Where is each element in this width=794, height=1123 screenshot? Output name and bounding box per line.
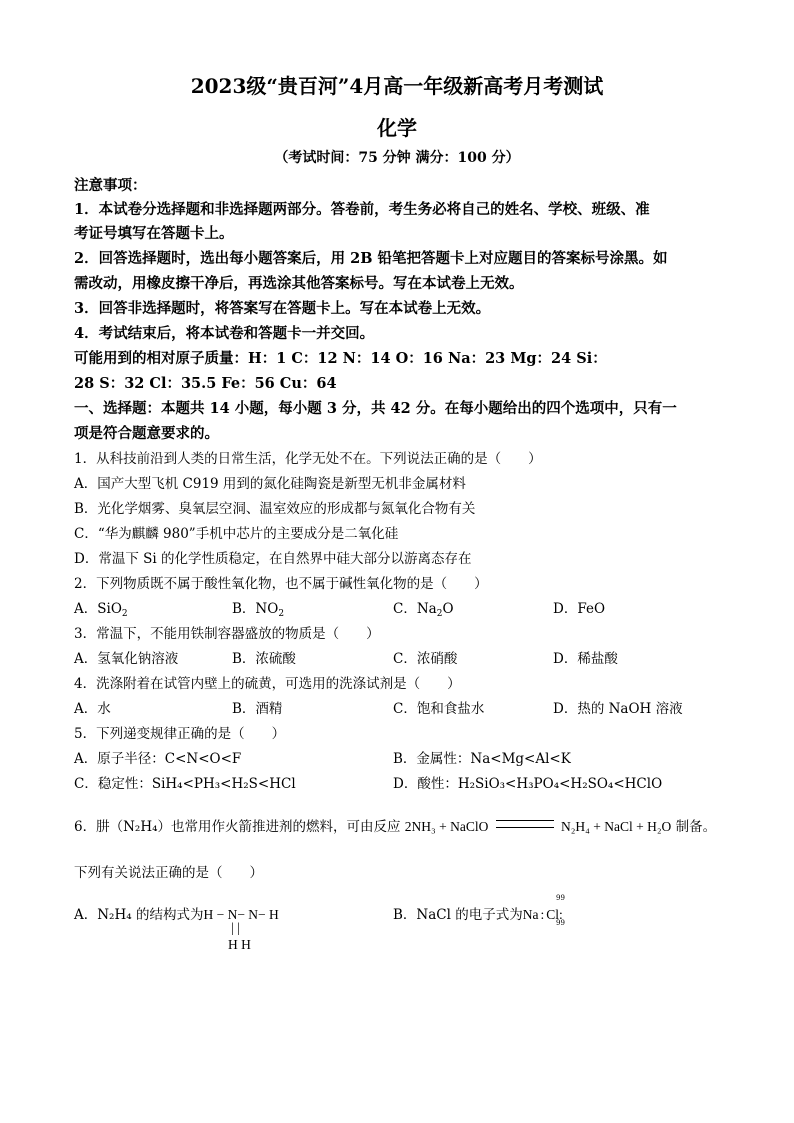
q1-option-b: B．光化学烟雾、臭氧层空洞、温室效应的形成都与氮氧化合物有关 [74, 501, 476, 517]
q4-option-d: D．热的 NaOH 溶液 [553, 701, 683, 717]
n2h4-structure-bonds: | | [231, 920, 240, 935]
subject-title: 化学 [377, 116, 417, 140]
n2h4-structure-bottom: H H [228, 937, 251, 952]
q2-option-a: A．SiO$_2$ [74, 601, 128, 619]
section-1-line-2: 项是符合题意要求的。 [74, 425, 219, 442]
note-1-line-1: 1．本试卷分选择题和非选择题两部分。答卷前，考生务必将自己的姓名、学校、班级、准 [74, 201, 650, 218]
equation-right: N₂H₄ + NaCl + H₂O [560, 819, 672, 834]
equation-left: 2NH₃ + NaClO [404, 819, 489, 834]
q1-option-c: C．“华为麒麟 980”手机中芯片的主要成分是二氧化硅 [74, 526, 399, 542]
q5-stem: 5．下列递变规律正确的是（ ） [74, 726, 286, 742]
note-3: 3．回答非选择题时，将答案写在答题卡上。写在本试卷上无效。 [74, 300, 491, 317]
q2-option-d: D．FeO [553, 601, 606, 617]
q6-stem: 6．肼（N₂H₄）也常用作火箭推进剂的燃料，可由反应 2NH₃ + NaClO N₂H₄ + NaCl + H₂O 制备。 [74, 819, 717, 835]
q1-option-a: A．国产大型飞机 C919 用到的氮化硅陶瓷是新型无机非金属材料 [74, 476, 466, 492]
q3-option-c: C．浓硝酸 [393, 651, 458, 667]
exam-info: （考试时间：75 分钟 满分：100 分） [274, 150, 520, 166]
note-1-line-2: 考证号填写在答题卡上。 [74, 225, 234, 242]
q3-stem: 3．常温下，不能用铁制容器盛放的物质是（ ） [74, 626, 380, 642]
equation-arrow [496, 820, 554, 828]
n2h4-structure-top: H − N− N− H [203, 907, 279, 922]
q5-option-a: A．原子半径：C<N<O<F [74, 751, 242, 767]
q5-option-b: B．金属性：Na<Mg<Al<K [393, 751, 571, 767]
q6-stem-question: 下列有关说法正确的是（ ） [74, 865, 263, 881]
q4-option-b: B．酒精 [232, 701, 283, 717]
q2-option-b: B．$NO_2$ [232, 601, 285, 619]
q3-option-a: A．氢氧化钠溶液 [74, 651, 179, 667]
electron-dots-top: 99 [556, 894, 565, 902]
q1-option-d: D．常温下 Si 的化学性质稳定，在自然界中硅大部分以游离态存在 [74, 551, 472, 567]
note-2-line-2: 需改动，用橡皮擦干净后，再选涂其他答案标号。写在本试卷上无效。 [74, 275, 524, 292]
note-2-line-1: 2．回答选择题时，选出每小题答案后，用 2B 铅笔把答题卡上对应题目的答案标号涂黑。如 [74, 250, 668, 267]
q4-option-c: C．饱和食盐水 [393, 701, 485, 717]
q3-option-b: B．浓硫酸 [232, 651, 296, 667]
q2-option-c: C．$Na_2O$ [393, 601, 454, 619]
q1-stem: 1．从科技前沿到人类的日常生活，化学无处不在。下列说法正确的是（ ） [74, 451, 542, 467]
q3-option-d: D．稀盐酸 [553, 651, 618, 667]
atomic-mass-line-2: 28 S：32 Cl：35.5 Fe：56 Cu：64 [74, 375, 337, 392]
q6-option-a: A．N₂H₄ 的结构式为H − N− N− H [74, 907, 279, 923]
note-4: 4．考试结束后，将本试卷和答题卡一并交回。 [74, 325, 375, 342]
q5-option-c: C．稳定性：SiH₄<PH₃<H₂S<HCl [74, 776, 296, 792]
q4-stem: 4．洗涤附着在试管内壁上的硫黄，可选用的洗涤试剂是（ ） [74, 676, 461, 692]
exam-title: 2023级“贵百河”4月高一年级新高考月考测试 [190, 74, 604, 98]
q6-option-b: B．NaCl 的电子式为Na : Cl: [393, 907, 563, 923]
q2-stem: 2．下列物质既不属于酸性氧化物，也不属于碱性氧化物的是（ ） [74, 576, 488, 592]
electron-dots-bottom: 99 [556, 919, 565, 927]
q5-option-d: D．酸性：H₂SiO₃<H₃PO₄<H₂SO₄<HClO [393, 776, 663, 792]
notes-heading: 注意事项： [74, 177, 147, 194]
nacl-cl-symbol: Cl [546, 907, 560, 922]
atomic-mass-line-1: 可能用到的相对原子质量：H：1 C：12 N：14 O：16 Na：23 Mg：24 Si： [74, 350, 607, 367]
section-1-line-1: 一、选择题：本题共 14 小题，每小题 3 分，共 42 分。在每小题给出的四个选项中，只有一 [74, 400, 677, 417]
q4-option-a: A．水 [74, 701, 111, 717]
